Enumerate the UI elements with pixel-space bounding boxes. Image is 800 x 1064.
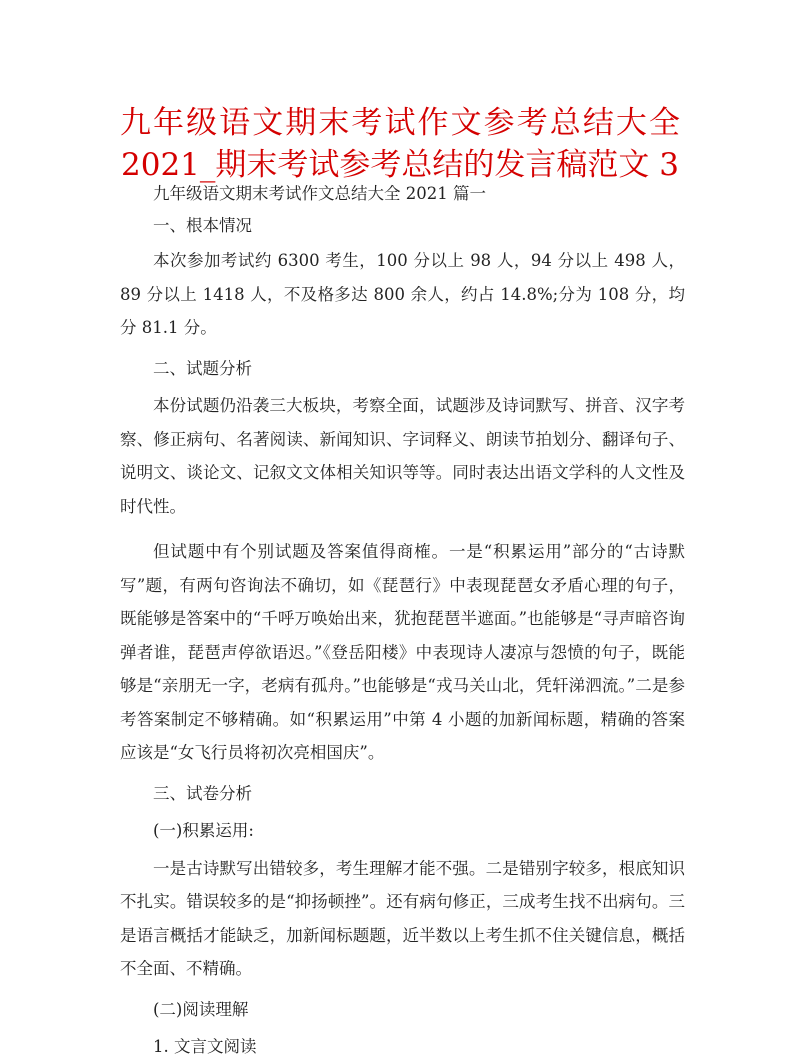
subheading-reading: (二)阅读理解 <box>153 999 249 1019</box>
paragraph-questionable-items: 但试题中有个别试题及答案值得商榷。一是“积累运用”部分的“古诗默写”题，有两句咨询法不确切，如《琵琶行》中表现琵琶女矛盾心理的句子，既能够是答案中的“千呼万唤始出来，犹抱琵琶半遮面。”也能够是“寻声暗咨询弹者谁，琵琶声停欲语迟。”《登岳阳楼》中表现诗人凄凉与怨愤的句子，既能够是“亲朋无一字，老病有孤舟。”也能够是“戎马关山北，凭轩涕泗流。”二是参考答案制定不够精确。如“积累运用”中第 4 小题的加新闻标题，精确的答案应该是“女飞行员将初次亮相国庆”。 <box>120 542 685 762</box>
document-body <box>120 180 685 1064</box>
heading-paper-analysis: 三、试卷分析 <box>153 783 252 803</box>
paragraph-basic-situation: 本次参加考试约 6300 考生，100 分以上 98 人，94 分以上 498 人，89 分以上 1418 人，不及格多达 800 余人，约占 14.8%;分为 108 分，均分 81.1 分。 <box>120 251 685 337</box>
paragraph-accumulation: 一是古诗默写出错较多，考生理解才能不强。二是错别字较多，根底知识不扎实。错误较多的是“抑扬顿挫”。还有病句修正，三成考生找不出病句。三是语言概括才能缺乏，加新闻标题题，近半数以上考生抓不住关键信息，概括不全面、不精确。 <box>120 858 685 978</box>
heading-test-analysis: 二、试题分析 <box>153 358 252 378</box>
document-title: 九年级语文期末考试作文参考总结大全 2021_期末考试参考总结的发言稿范文 3 <box>120 105 680 183</box>
subheading-accumulation: (一)积累运用: <box>153 821 254 840</box>
paragraph-test-analysis: 本份试题仍沿袭三大板块，考察全面，试题涉及诗词默写、拼音、汉字考察、修正病句、名著阅读、新闻知识、字词释义、朗读节拍划分、翻译句子、说明文、谈论文、记叙文文体相关知识等等。同时表达出语文学科的人文性及时代性。 <box>120 396 685 516</box>
section-subtitle: 九年级语文期末考试作文总结大全 2021 篇一 <box>153 184 486 203</box>
subheading-classical-reading: 1. 文言文阅读 <box>153 1037 257 1056</box>
heading-basic-situation: 一、根本情况 <box>153 216 252 235</box>
